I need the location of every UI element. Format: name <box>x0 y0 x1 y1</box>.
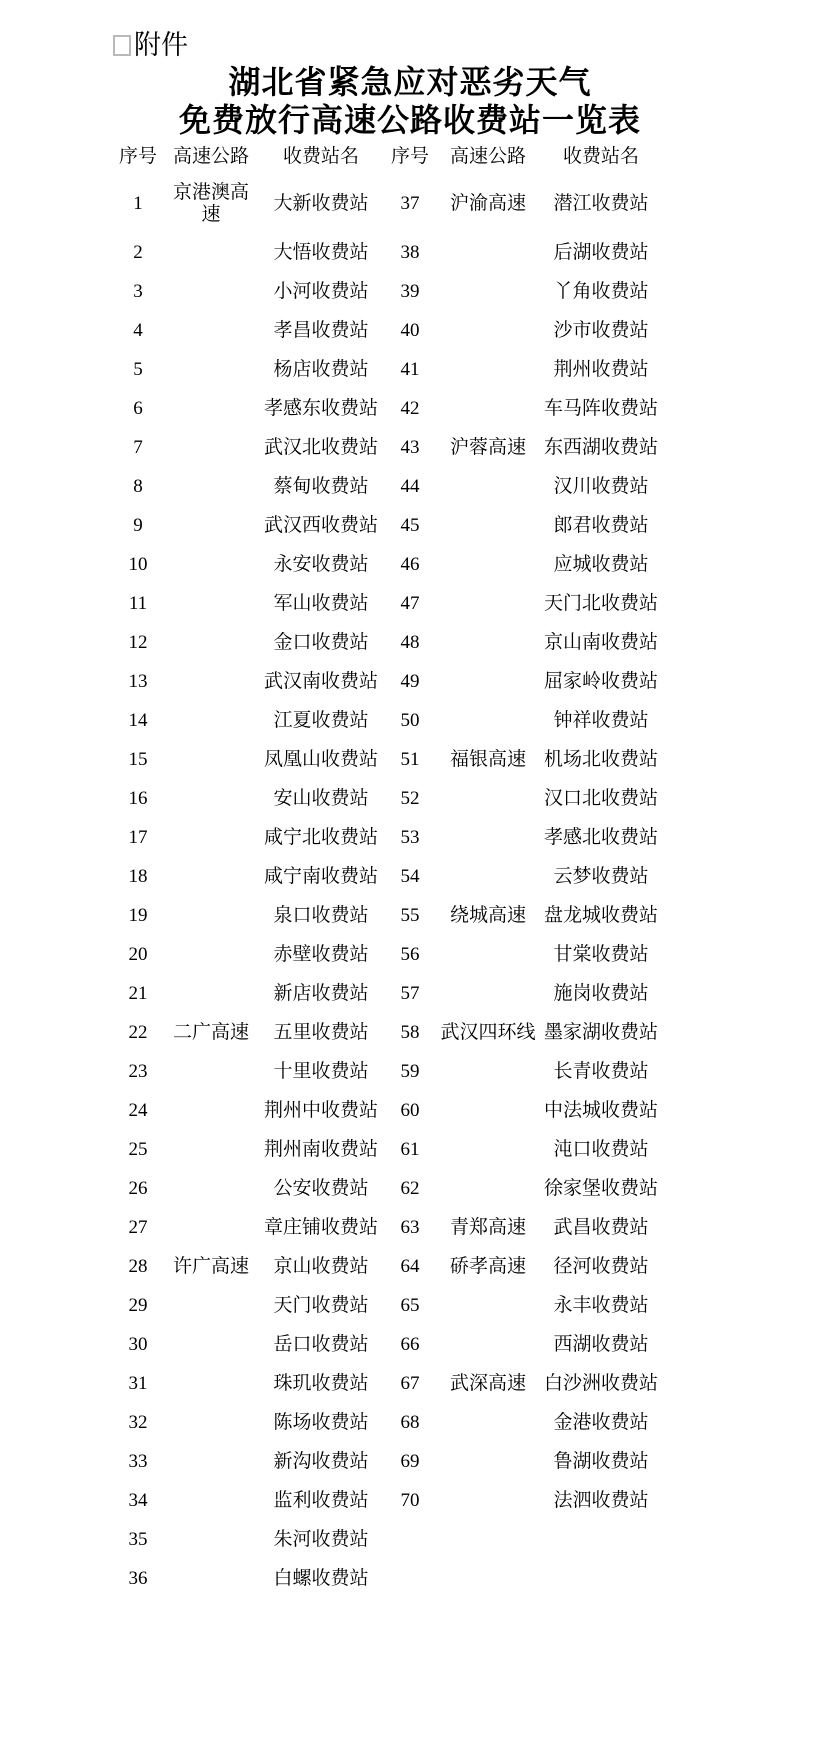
station-cell: 武汉南收费站 <box>263 671 378 693</box>
highway-cell <box>436 546 540 585</box>
seq-cell: 29 <box>128 1295 148 1317</box>
table-row <box>112 174 662 234</box>
station-cell: 泉口收费站 <box>273 905 369 927</box>
highway-cell <box>436 507 540 546</box>
table-row <box>112 975 662 1014</box>
highway-cell: 青郑高速 <box>449 1217 526 1239</box>
station-cell: 汉川收费站 <box>553 476 649 498</box>
highway-cell <box>164 780 258 819</box>
table-row <box>112 273 662 312</box>
seq-cell: 34 <box>128 1490 148 1512</box>
seq-cell: 3 <box>133 281 143 303</box>
seq-cell: 15 <box>128 749 148 771</box>
seq-cell: 63 <box>400 1217 420 1239</box>
missing-glyph-box <box>113 35 131 56</box>
seq-cell: 30 <box>128 1334 148 1356</box>
seq-cell: 48 <box>400 632 420 654</box>
station-cell: 孝感北收费站 <box>543 827 658 849</box>
seq-cell: 32 <box>128 1412 148 1434</box>
highway-cell <box>436 702 540 741</box>
station-cell: 徐家堡收费站 <box>543 1178 658 1200</box>
seq-cell <box>384 1560 436 1599</box>
station-cell: 珠玑收费站 <box>273 1373 369 1395</box>
table-row <box>112 1248 662 1287</box>
seq-cell: 2 <box>133 242 143 264</box>
station-cell: 蔡甸收费站 <box>273 476 369 498</box>
highway-cell <box>436 312 540 351</box>
highway-cell <box>164 1287 258 1326</box>
station-cell: 京山南收费站 <box>543 632 658 654</box>
highway-cell <box>436 1404 540 1443</box>
highway-cell <box>436 780 540 819</box>
highway-cell <box>164 858 258 897</box>
document-title <box>60 63 760 139</box>
highway-cell <box>436 624 540 663</box>
table-row <box>112 1092 662 1131</box>
station-cell: 陈场收费站 <box>273 1412 369 1434</box>
highway-cell <box>436 1560 540 1599</box>
seq-cell: 35 <box>128 1529 148 1551</box>
highway-cell: 福银高速 <box>449 749 526 771</box>
seq-cell: 54 <box>400 866 420 888</box>
seq-cell: 24 <box>128 1100 148 1122</box>
highway-cell: 硚孝高速 <box>449 1256 526 1278</box>
highway-cell <box>164 702 258 741</box>
highway-cell <box>436 1053 540 1092</box>
table-row <box>112 507 662 546</box>
station-cell: 墨家湖收费站 <box>543 1022 658 1044</box>
seq-cell: 62 <box>400 1178 420 1200</box>
title-line-2: 免费放行高速公路收费站一览表 <box>178 102 641 138</box>
station-cell: 杨店收费站 <box>273 359 369 381</box>
seq-cell: 13 <box>128 671 148 693</box>
header-seq-right: 序号 <box>390 145 429 167</box>
station-cell: 屈家岭收费站 <box>543 671 658 693</box>
station-cell: 钟祥收费站 <box>553 710 649 732</box>
seq-cell: 21 <box>128 983 148 1005</box>
seq-cell: 8 <box>133 476 143 498</box>
seq-cell: 40 <box>400 320 420 342</box>
table-row <box>112 585 662 624</box>
highway-cell <box>164 1131 258 1170</box>
seq-cell: 43 <box>400 437 420 459</box>
station-cell: 大新收费站 <box>273 192 369 214</box>
station-cell: 金口收费站 <box>273 632 369 654</box>
table-row <box>112 741 662 780</box>
highway-cell: 京港澳高速 <box>172 181 249 225</box>
table-row <box>112 1053 662 1092</box>
highway-cell <box>436 1170 540 1209</box>
station-cell: 咸宁南收费站 <box>263 866 378 888</box>
seq-cell: 41 <box>400 359 420 381</box>
station-cell: 荆州收费站 <box>553 359 649 381</box>
seq-cell: 69 <box>400 1451 420 1473</box>
station-cell: 朱河收费站 <box>273 1529 369 1551</box>
highway-cell <box>164 1209 258 1248</box>
station-cell: 五里收费站 <box>273 1022 369 1044</box>
table-header-row <box>112 140 662 174</box>
station-cell: 岳口收费站 <box>273 1334 369 1356</box>
seq-cell: 26 <box>128 1178 148 1200</box>
highway-cell <box>164 468 258 507</box>
highway-cell <box>164 585 258 624</box>
highway-cell <box>436 1092 540 1131</box>
table-row <box>112 819 662 858</box>
seq-cell: 31 <box>128 1373 148 1395</box>
seq-cell: 6 <box>133 398 143 420</box>
station-cell: 凤凰山收费站 <box>263 749 378 771</box>
seq-cell: 66 <box>400 1334 420 1356</box>
station-cell: 荆州中收费站 <box>263 1100 378 1122</box>
highway-cell <box>164 663 258 702</box>
highway-cell <box>164 1521 258 1560</box>
highway-cell <box>436 819 540 858</box>
highway-cell <box>164 1053 258 1092</box>
table-row <box>112 624 662 663</box>
highway-cell <box>436 273 540 312</box>
seq-cell: 27 <box>128 1217 148 1239</box>
seq-cell: 4 <box>133 320 143 342</box>
seq-cell: 33 <box>128 1451 148 1473</box>
seq-cell: 14 <box>128 710 148 732</box>
table-row <box>112 312 662 351</box>
highway-cell <box>164 1092 258 1131</box>
station-cell: 十里收费站 <box>273 1061 369 1083</box>
table-row <box>112 546 662 585</box>
station-cell: 郎君收费站 <box>553 515 649 537</box>
station-cell: 法泗收费站 <box>553 1490 649 1512</box>
highway-cell <box>436 1482 540 1521</box>
highway-cell <box>164 741 258 780</box>
table-row <box>112 1326 662 1365</box>
station-cell: 武汉西收费站 <box>263 515 378 537</box>
highway-cell <box>436 468 540 507</box>
station-cell: 永安收费站 <box>273 554 369 576</box>
seq-cell <box>384 1521 436 1560</box>
seq-cell: 10 <box>128 554 148 576</box>
highway-cell <box>436 1443 540 1482</box>
highway-cell <box>164 1560 258 1599</box>
table-row <box>112 1287 662 1326</box>
seq-cell: 19 <box>128 905 148 927</box>
station-cell: 施岗收费站 <box>553 983 649 1005</box>
highway-cell <box>436 1521 540 1560</box>
seq-cell: 28 <box>128 1256 148 1278</box>
station-cell: 咸宁北收费站 <box>263 827 378 849</box>
highway-cell: 许广高速 <box>172 1256 249 1278</box>
table-row <box>112 936 662 975</box>
highway-cell <box>164 390 258 429</box>
highway-cell <box>164 429 258 468</box>
seq-cell: 47 <box>400 593 420 615</box>
station-cell: 中法城收费站 <box>543 1100 658 1122</box>
highway-cell <box>164 819 258 858</box>
table-row <box>112 1482 662 1521</box>
table-row <box>112 1443 662 1482</box>
station-cell: 天门收费站 <box>273 1295 369 1317</box>
highway-cell <box>436 390 540 429</box>
highway-cell <box>164 936 258 975</box>
station-cell: 丫角收费站 <box>553 281 649 303</box>
station-cell: 白沙洲收费站 <box>543 1373 658 1395</box>
station-cell: 后湖收费站 <box>553 242 649 264</box>
table-row <box>112 429 662 468</box>
seq-cell: 52 <box>400 788 420 810</box>
station-cell: 小河收费站 <box>273 281 369 303</box>
highway-cell: 绕城高速 <box>449 905 526 927</box>
highway-cell <box>436 234 540 273</box>
seq-cell: 53 <box>400 827 420 849</box>
seq-cell: 36 <box>128 1568 148 1590</box>
toll-table-body <box>112 174 662 1599</box>
station-cell: 云梦收费站 <box>553 866 649 888</box>
station-cell: 新沟收费站 <box>273 1451 369 1473</box>
highway-cell <box>436 975 540 1014</box>
seq-cell: 67 <box>400 1373 420 1395</box>
table-row <box>112 1170 662 1209</box>
seq-cell: 20 <box>128 944 148 966</box>
station-cell: 孝感东收费站 <box>263 398 378 420</box>
highway-cell <box>164 1482 258 1521</box>
table-row <box>112 897 662 936</box>
station-cell: 甘棠收费站 <box>553 944 649 966</box>
highway-cell <box>436 351 540 390</box>
seq-cell: 5 <box>133 359 143 381</box>
seq-cell: 25 <box>128 1139 148 1161</box>
attachment-text: 附件 <box>134 30 188 60</box>
seq-cell: 39 <box>400 281 420 303</box>
attachment-label <box>113 30 188 60</box>
header-seq-left: 序号 <box>118 145 157 167</box>
station-cell: 荆州南收费站 <box>263 1139 378 1161</box>
seq-cell: 65 <box>400 1295 420 1317</box>
station-cell: 赤壁收费站 <box>273 944 369 966</box>
station-cell: 沙市收费站 <box>553 320 649 342</box>
highway-cell <box>164 507 258 546</box>
highway-cell <box>164 897 258 936</box>
table-row <box>112 1365 662 1404</box>
station-cell: 永丰收费站 <box>553 1295 649 1317</box>
seq-cell: 44 <box>400 476 420 498</box>
station-cell: 东西湖收费站 <box>543 437 658 459</box>
highway-cell <box>164 1404 258 1443</box>
highway-cell <box>164 624 258 663</box>
seq-cell: 1 <box>133 192 143 214</box>
highway-cell <box>436 1326 540 1365</box>
highway-cell <box>164 312 258 351</box>
highway-cell: 沪蓉高速 <box>449 437 526 459</box>
seq-cell: 64 <box>400 1256 420 1278</box>
highway-cell <box>164 273 258 312</box>
station-cell: 章庄铺收费站 <box>263 1217 378 1239</box>
highway-cell <box>164 1326 258 1365</box>
highway-cell <box>164 1443 258 1482</box>
highway-cell <box>436 585 540 624</box>
seq-cell: 12 <box>128 632 148 654</box>
highway-cell <box>164 975 258 1014</box>
station-cell: 盘龙城收费站 <box>543 905 658 927</box>
station-cell: 安山收费站 <box>273 788 369 810</box>
table-row <box>112 390 662 429</box>
table-row <box>112 702 662 741</box>
table-row <box>112 1560 662 1599</box>
highway-cell <box>436 663 540 702</box>
header-highway-right: 高速公路 <box>449 145 526 167</box>
header-station-left: 收费站名 <box>282 145 359 167</box>
seq-cell: 7 <box>133 437 143 459</box>
station-cell: 天门北收费站 <box>543 593 658 615</box>
table-row <box>112 468 662 507</box>
seq-cell: 56 <box>400 944 420 966</box>
highway-cell <box>436 858 540 897</box>
highway-cell <box>164 351 258 390</box>
table-row <box>112 858 662 897</box>
station-cell: 应城收费站 <box>553 554 649 576</box>
seq-cell: 42 <box>400 398 420 420</box>
station-cell: 沌口收费站 <box>553 1139 649 1161</box>
highway-cell: 沪渝高速 <box>449 192 526 214</box>
seq-cell: 59 <box>400 1061 420 1083</box>
table-row <box>112 234 662 273</box>
table-row <box>112 780 662 819</box>
seq-cell: 46 <box>400 554 420 576</box>
highway-cell <box>436 1287 540 1326</box>
seq-cell: 18 <box>128 866 148 888</box>
highway-cell <box>164 1365 258 1404</box>
station-cell: 京山收费站 <box>273 1256 369 1278</box>
highway-cell <box>164 234 258 273</box>
seq-cell: 55 <box>400 905 420 927</box>
seq-cell: 45 <box>400 515 420 537</box>
station-cell <box>540 1521 662 1560</box>
seq-cell: 50 <box>400 710 420 732</box>
seq-cell: 38 <box>400 242 420 264</box>
station-cell: 白螺收费站 <box>273 1568 369 1590</box>
seq-cell: 17 <box>128 827 148 849</box>
seq-cell: 68 <box>400 1412 420 1434</box>
station-cell: 长青收费站 <box>553 1061 649 1083</box>
seq-cell: 23 <box>128 1061 148 1083</box>
station-cell: 机场北收费站 <box>543 749 658 771</box>
seq-cell: 70 <box>400 1490 420 1512</box>
highway-cell <box>164 546 258 585</box>
station-cell: 监利收费站 <box>273 1490 369 1512</box>
seq-cell: 9 <box>133 515 143 537</box>
highway-cell <box>436 936 540 975</box>
table-row <box>112 1404 662 1443</box>
station-cell: 金港收费站 <box>553 1412 649 1434</box>
station-cell: 径河收费站 <box>553 1256 649 1278</box>
highway-cell <box>436 1131 540 1170</box>
station-cell: 公安收费站 <box>273 1178 369 1200</box>
station-cell: 潜江收费站 <box>553 192 649 214</box>
seq-cell: 61 <box>400 1139 420 1161</box>
station-cell: 车马阵收费站 <box>543 398 658 420</box>
station-cell: 江夏收费站 <box>273 710 369 732</box>
station-cell: 孝昌收费站 <box>273 320 369 342</box>
table-row <box>112 1131 662 1170</box>
station-cell: 汉口北收费站 <box>543 788 658 810</box>
seq-cell: 57 <box>400 983 420 1005</box>
header-station-right: 收费站名 <box>562 145 639 167</box>
table-row <box>112 1521 662 1560</box>
station-cell: 大悟收费站 <box>273 242 369 264</box>
station-cell: 鲁湖收费站 <box>553 1451 649 1473</box>
station-cell: 军山收费站 <box>273 593 369 615</box>
seq-cell: 22 <box>128 1022 148 1044</box>
highway-cell: 二广高速 <box>172 1022 249 1044</box>
seq-cell: 11 <box>128 593 148 615</box>
header-highway-left: 高速公路 <box>172 145 249 167</box>
table-row <box>112 663 662 702</box>
table-row <box>112 1209 662 1248</box>
table-row <box>112 1014 662 1053</box>
seq-cell: 16 <box>128 788 148 810</box>
highway-cell <box>164 1170 258 1209</box>
seq-cell: 37 <box>400 192 420 214</box>
title-line-1: 湖北省紧急应对恶劣天气 <box>228 64 592 100</box>
seq-cell: 60 <box>400 1100 420 1122</box>
station-cell: 西湖收费站 <box>553 1334 649 1356</box>
station-cell: 武汉北收费站 <box>263 437 378 459</box>
table-row <box>112 351 662 390</box>
toll-station-table <box>112 140 662 1599</box>
station-cell: 新店收费站 <box>273 983 369 1005</box>
highway-cell: 武汉四环线 <box>440 1022 536 1044</box>
station-cell: 武昌收费站 <box>553 1217 649 1239</box>
highway-cell: 武深高速 <box>449 1373 526 1395</box>
seq-cell: 51 <box>400 749 420 771</box>
seq-cell: 58 <box>400 1022 420 1044</box>
seq-cell: 49 <box>400 671 420 693</box>
station-cell <box>540 1560 662 1599</box>
